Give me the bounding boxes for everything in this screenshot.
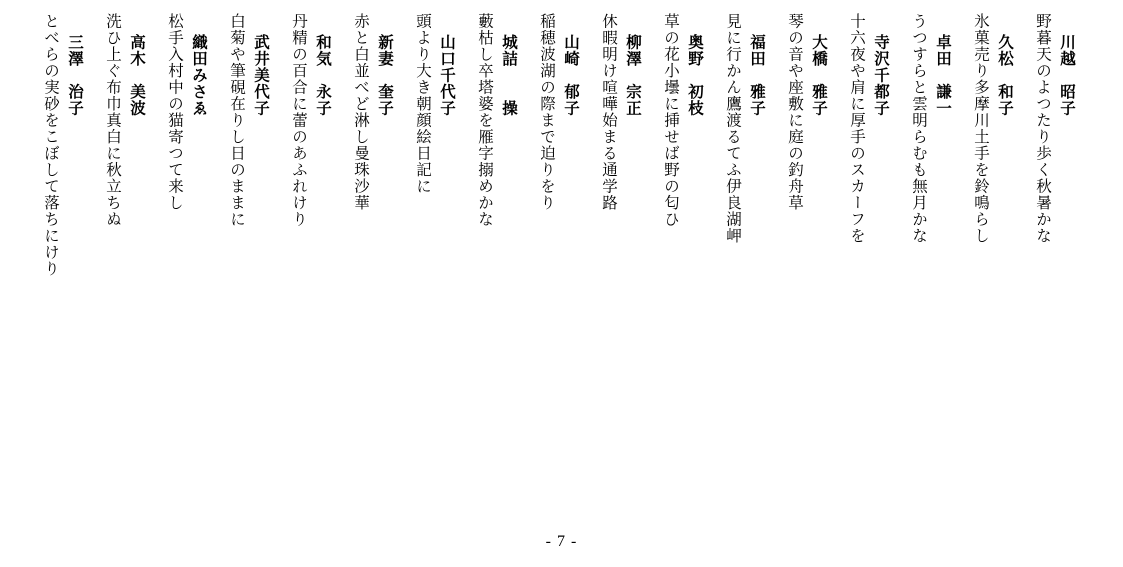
haiku-text: 休暇明け喧嘩始まる通学路 (600, 13, 618, 211)
haiku-text: 赤と白並べど淋し曼珠沙華 (352, 13, 370, 211)
haiku-text: 稲穂波湖の際まで迫りをり (538, 13, 556, 211)
haiku-text: 松手入村中の猫寄つて来し (166, 13, 184, 211)
haiku-text: 見に行かん鷹渡るてふ伊良湖岬 (724, 13, 742, 244)
haiku-text: 丹精の百合に蕾のあふれけり (290, 13, 308, 228)
haiku-text: 琴の音や座敷に庭の釣舟草 (786, 13, 804, 211)
haiku-text: 頭より大き朝顔絵日記に (414, 13, 432, 195)
haiku-text: 草の花小壜に挿せば野の匂ひ (662, 13, 680, 228)
author-name: 大橋 雅子 (810, 34, 829, 117)
haiku-text: うつすらと雲明らむも無月かな (910, 13, 928, 244)
haiku-text: とべらの実砂をこぼして落ちにけり (42, 13, 60, 277)
author-name: 高木 美波 (128, 34, 147, 117)
author-name: 卓田 謙一 (934, 34, 953, 117)
author-name: 寺沢千都子 (872, 34, 891, 117)
author-name: 和気 永子 (314, 34, 333, 117)
author-name: 城詰 操 (500, 34, 519, 117)
author-name: 山口千代子 (438, 34, 457, 117)
author-name: 奥野 初枝 (686, 34, 705, 117)
author-name: 川越 昭子 (1058, 34, 1077, 117)
haiku-text: 洗ひ上ぐ布巾真白に秋立ちぬ (104, 13, 122, 228)
haiku-text: 白菊や筆硯在りし日のままに (228, 13, 246, 228)
author-name: 柳澤 宗正 (624, 34, 643, 117)
haiku-text: 氷菓売り多摩川土手を鈴鳴らし (972, 13, 990, 244)
author-name: 三澤 治子 (66, 34, 85, 117)
haiku-text: 藪枯し卒塔婆を雁字搦めかな (476, 13, 494, 228)
author-name: 山崎 郁子 (562, 34, 581, 117)
author-name: 織田みさゑ (190, 34, 209, 117)
author-name: 久松 和子 (996, 34, 1015, 117)
author-name: 福田 雅子 (748, 34, 767, 117)
page-number: - 7 - (545, 533, 578, 550)
author-name: 新妻 奎子 (376, 34, 395, 117)
author-name: 武井美代子 (252, 34, 271, 117)
haiku-text: 野暮天のよつたり歩く秋暑かな (1034, 13, 1052, 244)
haiku-text: 十六夜や肩に厚手のスカーフを (848, 13, 866, 244)
